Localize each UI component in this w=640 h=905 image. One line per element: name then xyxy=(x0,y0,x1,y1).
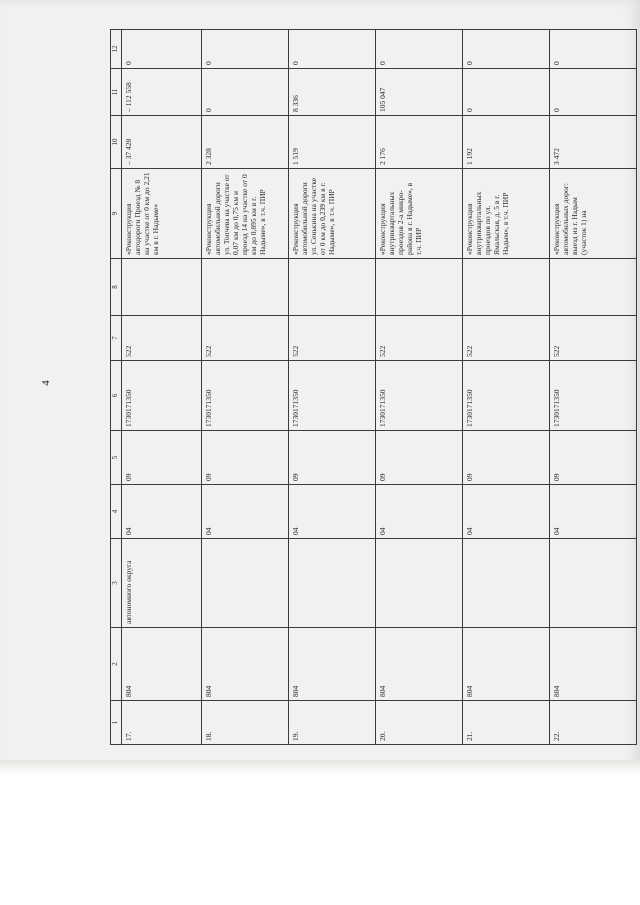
target-article-cell: 1730171350 xyxy=(289,361,376,431)
header-cell: 5 xyxy=(111,431,122,485)
table-row xyxy=(122,30,202,745)
section-cell: 04 xyxy=(202,485,289,539)
object-name-cell: «Реконструкция автомобильной дороги ул. Топчева на участке от 0,07 км до 0,75 км и проезд 14 на участке от 0 км до 0,895 км в г. Надыме», в т.ч. ПИР xyxy=(202,169,289,259)
object-name-cell: «Реконструкция внутриквартальных проездов 2-а микро-района в г. Надыме», в т.ч. ПИР xyxy=(376,169,463,259)
header-cell: 4 xyxy=(111,485,122,539)
org-cell xyxy=(463,539,550,628)
expense-type-cell: 522 xyxy=(550,316,637,361)
target-article-cell: 1730171350 xyxy=(122,361,202,431)
header-cell: 2 xyxy=(111,628,122,701)
code-cell: 804 xyxy=(376,628,463,701)
empty-cell xyxy=(376,259,463,316)
section-cell: 04 xyxy=(376,485,463,539)
empty-cell xyxy=(289,259,376,316)
table-row xyxy=(463,30,550,745)
header-cell: 11 xyxy=(111,69,122,116)
row-number: 19. xyxy=(289,701,376,745)
amount-cell: 105 047 xyxy=(376,69,463,116)
object-name-cell: «Реконструкция автодороги Проезд № 8 на участке от 0 км до 2,21 км в г. Надыме» xyxy=(122,169,202,259)
page-number: 4 xyxy=(40,380,52,386)
code-cell: 804 xyxy=(463,628,550,701)
amount-cell: – 37 428 xyxy=(122,116,202,169)
row-number: 18. xyxy=(202,701,289,745)
amount-cell: 0 xyxy=(202,30,289,69)
org-cell xyxy=(202,539,289,628)
amount-cell: 0 xyxy=(550,30,637,69)
subsection-cell: 09 xyxy=(202,431,289,485)
empty-cell xyxy=(202,259,289,316)
expense-type-cell: 522 xyxy=(122,316,202,361)
section-cell: 04 xyxy=(463,485,550,539)
target-article-cell: 1730171350 xyxy=(202,361,289,431)
table-row xyxy=(550,30,637,745)
header-cell: 3 xyxy=(111,539,122,628)
header-cell: 6 xyxy=(111,361,122,431)
org-cell: автономного округа xyxy=(122,539,202,628)
amount-cell: 1 192 xyxy=(463,116,550,169)
code-cell: 804 xyxy=(202,628,289,701)
amount-cell: 3 472 xyxy=(550,116,637,169)
code-cell: 804 xyxy=(550,628,637,701)
budget-table xyxy=(110,29,637,745)
empty-cell xyxy=(550,259,637,316)
subsection-cell: 09 xyxy=(289,431,376,485)
amount-cell: 0 xyxy=(463,30,550,69)
header-cell: 9 xyxy=(111,169,122,259)
object-name-cell: «Реконструкция автомобильных дорог: выезд из г. Надым (участок 1) на xyxy=(550,169,637,259)
amount-cell: 2 176 xyxy=(376,116,463,169)
org-cell xyxy=(289,539,376,628)
org-cell xyxy=(376,539,463,628)
expense-type-cell: 522 xyxy=(289,316,376,361)
table-row xyxy=(202,30,289,745)
expense-type-cell: 522 xyxy=(463,316,550,361)
header-cell: 12 xyxy=(111,30,122,69)
budget-table-rotated xyxy=(110,30,628,745)
subsection-cell: 09 xyxy=(122,431,202,485)
target-article-cell: 1730171350 xyxy=(550,361,637,431)
empty-cell xyxy=(463,259,550,316)
header-row xyxy=(111,30,122,745)
table-row xyxy=(376,30,463,745)
amount-cell: 0 xyxy=(202,69,289,116)
org-cell xyxy=(550,539,637,628)
header-cell: 8 xyxy=(111,259,122,316)
subsection-cell: 09 xyxy=(463,431,550,485)
section-cell: 04 xyxy=(289,485,376,539)
row-number: 20. xyxy=(376,701,463,745)
object-name-cell: «Реконструкция внутриквартальных проездов по ул. Ямальская, д. 5 в г. Надым», в т.ч. ПИР xyxy=(463,169,550,259)
row-number: 22. xyxy=(550,701,637,745)
amount-cell: 2 328 xyxy=(202,116,289,169)
empty-cell xyxy=(122,259,202,316)
amount-cell: 0 xyxy=(376,30,463,69)
subsection-cell: 09 xyxy=(550,431,637,485)
row-number: 21. xyxy=(463,701,550,745)
table-row xyxy=(289,30,376,745)
amount-cell: 1 519 xyxy=(289,116,376,169)
target-article-cell: 1730171350 xyxy=(463,361,550,431)
scan-edge xyxy=(0,760,640,774)
expense-type-cell: 522 xyxy=(376,316,463,361)
amount-cell: 0 xyxy=(289,30,376,69)
section-cell: 04 xyxy=(550,485,637,539)
expense-type-cell: 522 xyxy=(202,316,289,361)
row-number: 17. xyxy=(122,701,202,745)
amount-cell: 0 xyxy=(122,30,202,69)
section-cell: 04 xyxy=(122,485,202,539)
code-cell: 804 xyxy=(122,628,202,701)
code-cell: 804 xyxy=(289,628,376,701)
header-cell: 7 xyxy=(111,316,122,361)
target-article-cell: 1730171350 xyxy=(376,361,463,431)
amount-cell: – 112 558 xyxy=(122,69,202,116)
amount-cell: 0 xyxy=(463,69,550,116)
amount-cell: 0 xyxy=(550,69,637,116)
subsection-cell: 09 xyxy=(376,431,463,485)
header-cell: 10 xyxy=(111,116,122,169)
header-cell: 1 xyxy=(111,701,122,745)
amount-cell: 8 336 xyxy=(289,69,376,116)
object-name-cell: «Реконструкция автомобильной дороги ул. Сенькина на участке от 0 км до 0,239 км в г. Надыме», в т.ч. ПИР xyxy=(289,169,376,259)
